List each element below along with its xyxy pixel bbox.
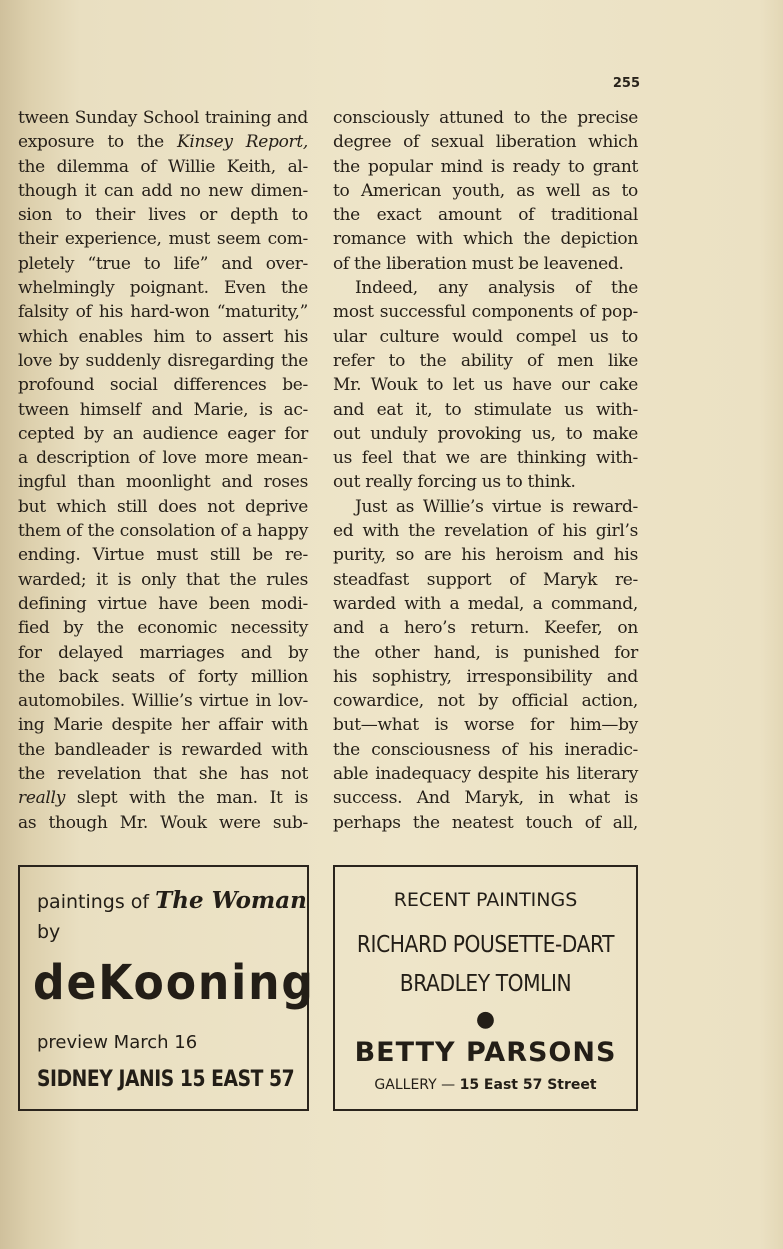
- ad-parsons-gallery-name: BETTY PARSONS: [354, 1037, 617, 1068]
- ad-janis-preview: preview March 16: [37, 1032, 198, 1053]
- text-line: automobiles. Willie’s virtue in lov-: [18, 691, 308, 712]
- text-segment: slept with the man. It is: [65, 788, 308, 809]
- text-line: his sophistry, irresponsibility and: [333, 666, 638, 687]
- text-line: out unduly provoking us, to make: [333, 423, 638, 444]
- text-line: us feel that we are thinking with-: [333, 448, 638, 469]
- text-line: [18, 130, 308, 154]
- text-line: fied by the economic necessity: [18, 618, 308, 639]
- text-line: romance with which the depiction: [333, 229, 638, 250]
- text-line: for delayed marriages and by: [18, 642, 308, 663]
- text-line: ending. Virtue must still be re-: [18, 545, 308, 566]
- text-line: Indeed, any analysis of the: [355, 278, 638, 299]
- text-line: the other hand, is punished for: [333, 642, 638, 663]
- text-line: their experience, must seem com-: [18, 229, 308, 250]
- text-line: profound social differences be-: [18, 375, 308, 396]
- text-line: Just as Willie’s virtue is reward-: [355, 496, 638, 517]
- text-line: but which still does not deprive: [18, 496, 308, 517]
- text-line: but—what is worse for him—by: [333, 715, 638, 736]
- text-line: ular culture would compel us to: [333, 326, 638, 347]
- advertisement-betty-parsons: [333, 865, 638, 1111]
- text-line: cepted by an audience eager for: [18, 423, 308, 444]
- text-line: the bandleader is rewarded with: [18, 739, 308, 760]
- text-line: as though Mr. Wouk were sub-: [18, 812, 308, 833]
- text-line: falsity of his hard-won “maturity,”: [18, 302, 308, 323]
- ad-parsons-artist-1: RICHARD POUSETTE-DART: [356, 932, 615, 958]
- ad-parsons-address: [335, 1077, 636, 1093]
- text-line: able inadequacy despite his literary: [333, 764, 638, 785]
- text-line: to American youth, as well as to: [333, 180, 638, 201]
- advertisement-sidney-janis: [18, 865, 315, 1111]
- ad-parsons-address-street: 15 East 57 Street: [459, 1077, 597, 1093]
- text-line: a description of love more mean-: [18, 448, 308, 469]
- text-line: success. And Maryk, in what is: [333, 788, 638, 809]
- ad-parsons-artist-2: BRADLEY TOMLIN: [399, 971, 572, 997]
- text-line: the back seats of forty million: [18, 666, 308, 687]
- text-line: of the liberation must be leavened.: [333, 253, 624, 274]
- ad-janis-headline: [37, 887, 307, 914]
- text-line: sion to their lives or depth to: [18, 205, 308, 226]
- text-line: cowardice, not by official action,: [333, 691, 638, 712]
- text-line: tween Sunday School training and: [18, 108, 308, 128]
- text-line: ing Marie despite her affair with: [18, 715, 308, 736]
- text-line: perhaps the neatest touch of all,: [333, 812, 638, 833]
- text-line: steadfast support of Maryk re-: [333, 569, 638, 590]
- ad-parsons-heading: RECENT PAINTINGS: [393, 889, 578, 911]
- text-line: the exact amount of traditional: [333, 205, 638, 226]
- text-line: them of the consolation of a happy: [18, 521, 308, 542]
- text-line: love by suddenly disregarding the: [18, 350, 308, 371]
- italic-text: really: [18, 788, 66, 809]
- text-line: the revelation that she has not: [18, 764, 308, 785]
- italic-text: Kinsey Report,: [176, 132, 308, 153]
- text-line: which enables him to assert his: [18, 326, 308, 347]
- text-line: consciously attuned to the precise: [333, 108, 638, 128]
- left-text-column: [18, 106, 308, 835]
- text-line: purity, so are his heroism and his: [333, 545, 638, 566]
- text-line: warded with a medal, a command,: [333, 593, 638, 614]
- text-line: out really forcing us to think.: [333, 472, 576, 493]
- text-line: [18, 786, 308, 810]
- text-line: whelmingly poignant. Even the: [18, 278, 308, 299]
- text-line: defining virtue have been modi-: [18, 593, 308, 614]
- page-number: 255: [612, 76, 640, 91]
- text-line: degree of sexual liberation which: [333, 132, 638, 153]
- text-line: warded; it is only that the rules: [18, 569, 308, 590]
- text-line: Mr. Wouk to let us have our cake: [333, 375, 638, 396]
- text-segment: exposure to the: [18, 132, 177, 153]
- text-line: the dilemma of Willie Keith, al-: [18, 156, 308, 177]
- text-line: the consciousness of his ineradic-: [333, 739, 638, 760]
- ad-janis-by: by: [37, 921, 61, 943]
- ad-janis-title: The Woman: [155, 887, 307, 914]
- text-line: ed with the revelation of his girl’s: [333, 521, 638, 542]
- ad-janis-prefix: paintings of: [37, 891, 156, 913]
- text-line: though it can add no new dimen-: [18, 180, 308, 201]
- text-line: pletely “true to life” and over-: [18, 253, 308, 274]
- right-text-column: [333, 106, 638, 835]
- ad-janis-address: SIDNEY JANIS 15 EAST 57: [37, 1067, 295, 1092]
- text-line: the popular mind is ready to grant: [333, 156, 638, 177]
- text-line: and a hero’s return. Keefer, on: [333, 618, 638, 639]
- ad-parsons-address-prefix: GALLERY —: [374, 1077, 460, 1093]
- text-line: most successful components of pop-: [333, 302, 638, 323]
- text-line: ingful than moonlight and roses: [18, 472, 308, 493]
- ad-janis-artist: deKooning: [33, 955, 315, 1011]
- text-line: refer to the ability of men like: [333, 350, 638, 371]
- ad-parsons-bullet: ●: [475, 1007, 496, 1032]
- text-line: tween himself and Marie, is ac-: [18, 399, 308, 420]
- text-line: and eat it, to stimulate us with-: [333, 399, 638, 420]
